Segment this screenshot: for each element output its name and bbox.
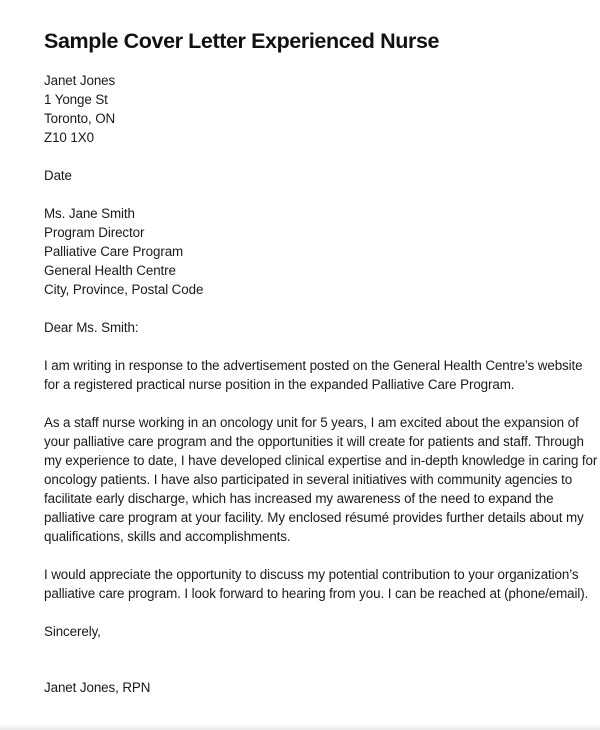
paragraph-3 bbox=[44, 565, 589, 603]
paragraph-line: qualifications, skills and accomplishments. bbox=[44, 529, 291, 544]
paragraph-line: for a registered practical nurse position in the expanded Palliative Care Program. bbox=[44, 377, 515, 392]
closing: Sincerely, bbox=[44, 624, 101, 639]
recipient-department: Palliative Care Program bbox=[44, 244, 184, 259]
paragraph-line: my experience to date, I have developed clinical expertise and in-depth knowledge in caring for bbox=[44, 453, 598, 468]
paragraph-line: your palliative care program and the opportunities it will create for patients and staff. Through bbox=[44, 434, 584, 449]
page-bottom-edge bbox=[0, 724, 600, 730]
paragraph-line: palliative care program at your facility. My enclosed résumé provides further details about my bbox=[44, 510, 584, 525]
paragraph-line: oncology patients. I have also participated in several initiatives with community agencies to bbox=[44, 472, 573, 487]
recipient-organization: General Health Centre bbox=[44, 263, 176, 278]
letter-body bbox=[44, 71, 598, 697]
paragraph-2 bbox=[44, 413, 598, 546]
recipient-address bbox=[44, 204, 570, 299]
sender-postal: Z10 1X0 bbox=[44, 130, 94, 145]
sender-name: Janet Jones bbox=[44, 73, 116, 88]
recipient-title: Program Director bbox=[44, 225, 145, 240]
paragraph-line: I am writing in response to the advertisement posted on the General Health Centre’s website bbox=[44, 358, 583, 373]
recipient-address-line: City, Province, Postal Code bbox=[44, 282, 204, 297]
paragraph-line: I would appreciate the opportunity to discuss my potential contribution to your organization’s bbox=[44, 567, 579, 582]
document-title: Sample Cover Letter Experienced Nurse bbox=[44, 29, 440, 53]
recipient-name: Ms. Jane Smith bbox=[44, 206, 135, 221]
paragraph-1 bbox=[44, 356, 583, 394]
sender-address bbox=[44, 71, 570, 147]
sender-street: 1 Yonge St bbox=[44, 92, 108, 107]
paragraph-line: palliative care program. I look forward to hearing from you. I can be reached at (phone/email). bbox=[44, 586, 589, 601]
salutation: Dear Ms. Smith: bbox=[44, 320, 139, 335]
letter-date: Date bbox=[44, 168, 72, 183]
paragraph-line: facilitate early discharge, which has increased my awareness of the need to expand the bbox=[44, 491, 554, 506]
paragraph-line: As a staff nurse working in an oncology unit for 5 years, I am excited about the expansion of bbox=[44, 415, 579, 430]
sender-city: Toronto, ON bbox=[44, 111, 116, 126]
signature: Janet Jones, RPN bbox=[44, 680, 151, 695]
